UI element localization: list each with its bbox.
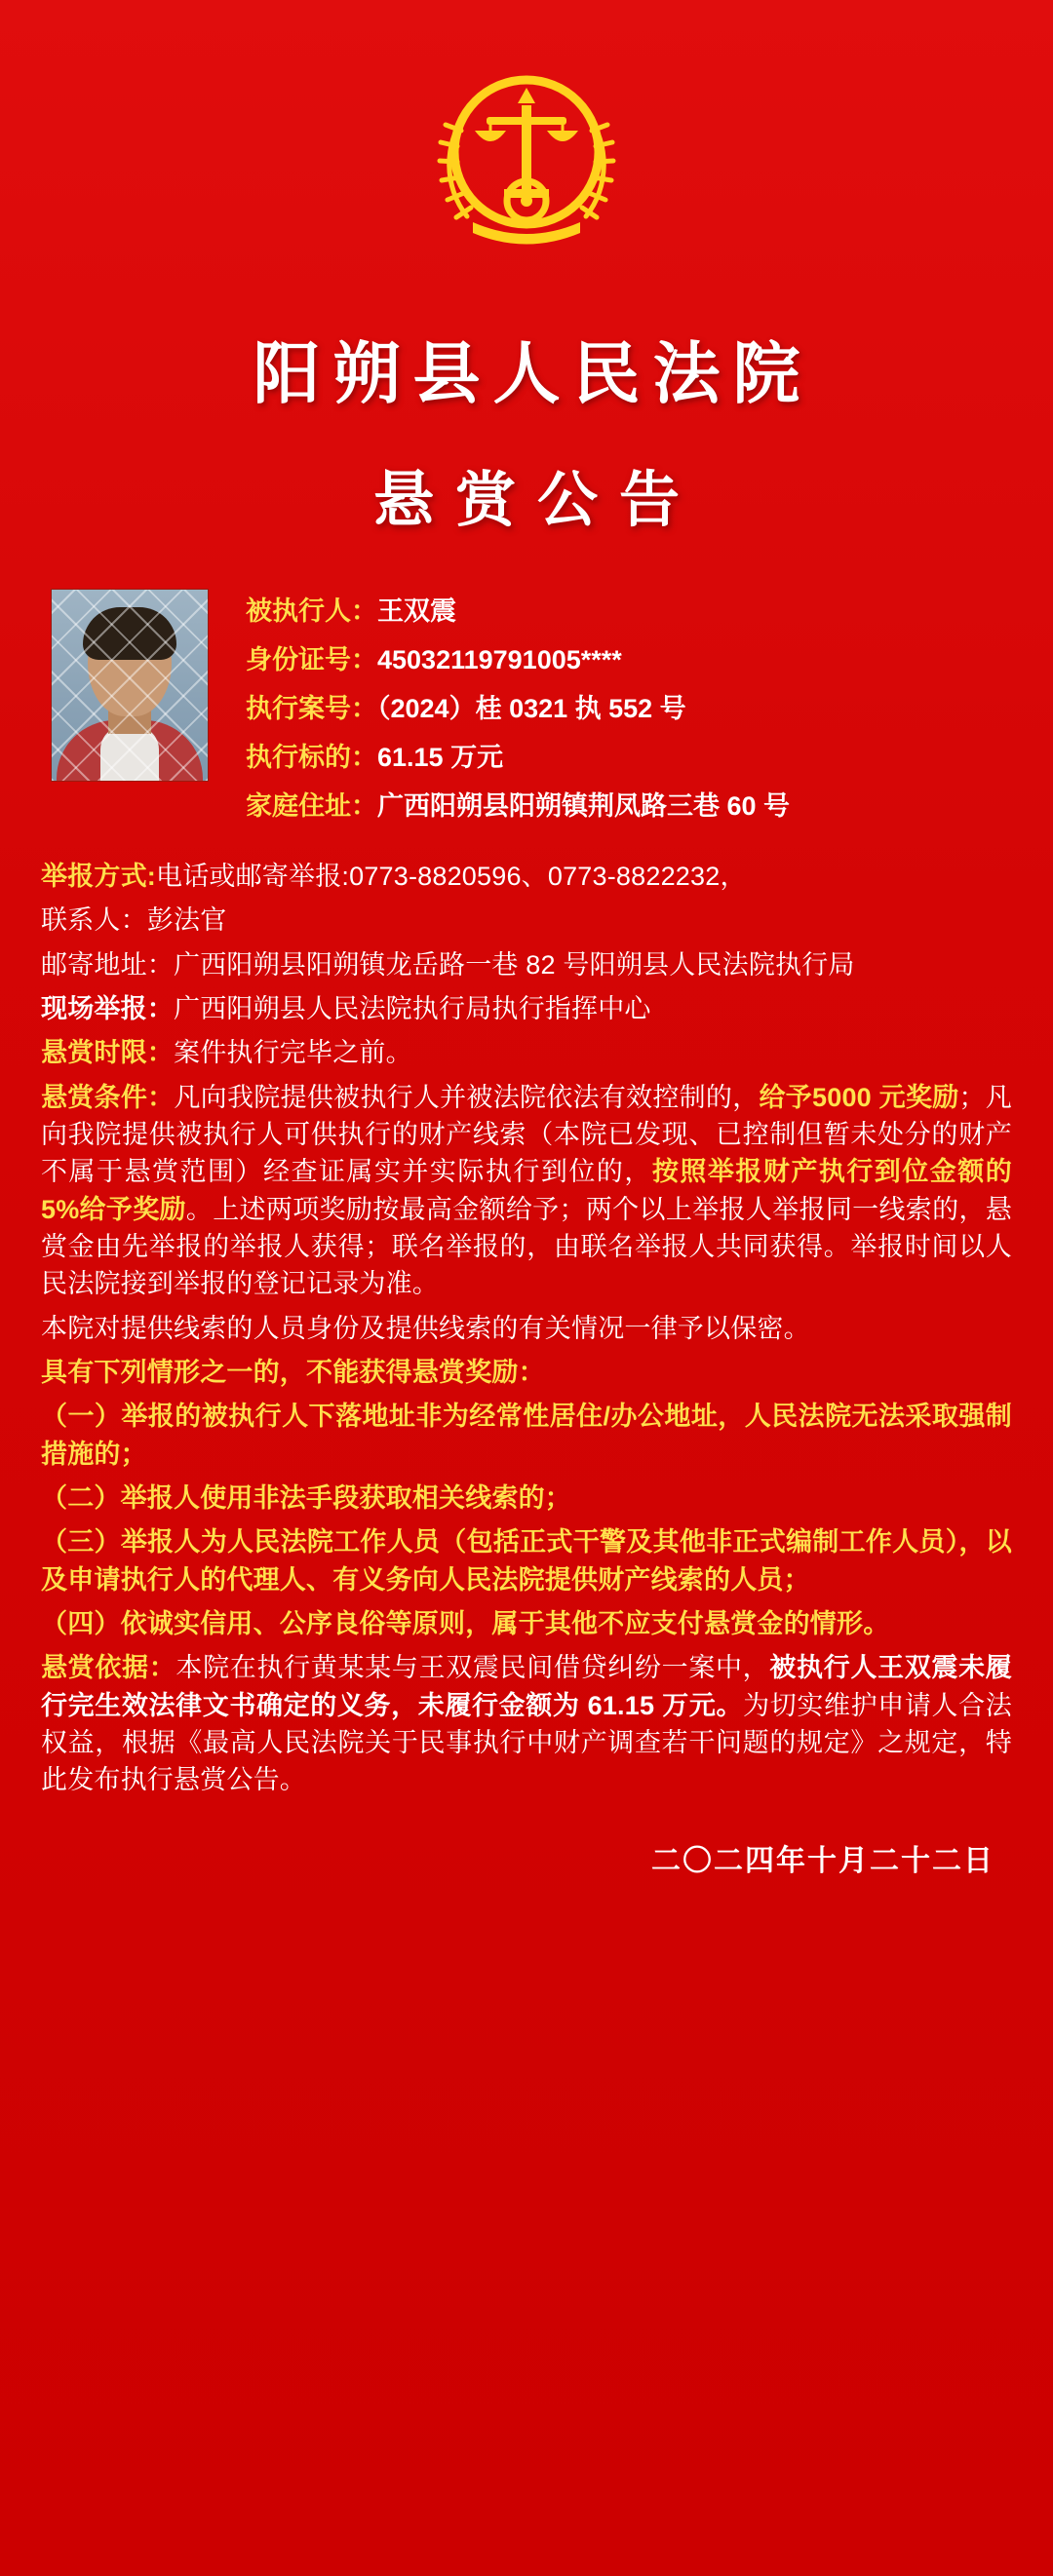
basis-paragraph	[41, 1649, 1012, 1798]
field-row	[246, 598, 790, 625]
basis-text-c: 为切实维护申请人合法权益，根据《最高人民法院关于民事执行中财产调查若干问题的规定》之规定，特此发布执行悬赏公告。	[41, 1690, 1012, 1795]
field-value: 61.15 万元	[377, 743, 504, 772]
conditions-paragraph	[41, 1079, 1012, 1303]
deadline-line	[41, 1034, 1012, 1071]
exclusion-title-a: 具有下列情形之一的，	[41, 1357, 306, 1387]
deadline-label: 悬赏时限：	[41, 1038, 174, 1068]
report-method-line	[41, 858, 1012, 895]
exclusion-title-line	[41, 1354, 1012, 1391]
onsite-report-line	[41, 990, 1012, 1027]
person-block	[41, 589, 1012, 842]
exclusion-item-text: （四）依诚实信用、公序良俗等原则，属于其他不应支付悬赏金的情形。	[41, 1608, 890, 1638]
notice-title: 悬赏公告	[372, 467, 701, 534]
field-value: （2024）桂 0321 执 552 号	[377, 694, 686, 723]
contact-person-line	[41, 902, 1012, 939]
basis-text-b: 被执行人王双震未履行完生效法律文书确定的义务，未履行金额为 61.15 万元。	[41, 1653, 1012, 1720]
mail-address-value: 广西阳朔县阳朔镇龙岳路一巷 82 号阳朔县人民法院执行局	[174, 949, 855, 980]
report-method-label: 举报方式:	[41, 862, 156, 891]
exclusion-item-text: （一）举报的被执行人下落地址非为经常性居住/办公地址，人民法院无法采取强制措施的；	[41, 1402, 1012, 1469]
exclusion-item	[41, 1523, 1012, 1598]
contact-person-text: 联系人：彭法官	[41, 905, 227, 936]
field-row	[246, 793, 790, 820]
exclusion-title-b: 不能获得悬赏奖励：	[306, 1357, 545, 1387]
field-row	[246, 696, 790, 722]
conditions-text-a: 凡向我院提供被执行人并被法院依法有效控制的，	[174, 1082, 760, 1112]
exclusion-item-text: （二）举报人使用非法手段获取相关线索的；	[41, 1482, 571, 1513]
mail-address-label: 邮寄地址：	[41, 949, 174, 980]
onsite-report-value: 广西阳朔县人民法院执行局执行指挥中心	[174, 993, 651, 1023]
basis-text-a: 本院在执行黄某某与王双震民间借贷纠纷一案中，	[176, 1653, 770, 1683]
deadline-value: 案件执行完毕之前。	[174, 1038, 412, 1068]
conditions-title: 悬赏条件：	[41, 1082, 175, 1112]
field-label: 执行案号：	[246, 694, 377, 723]
exclusion-item	[41, 1480, 1012, 1517]
conditions-text-e: 。上述两项奖励按最高金额给予；两个以上举报人举报同一线索的，悬赏金由先举报的举报人获得；联名举报的，由联名举报人共同获得。举报时间以人民法院接到举报的登记记录为准。	[41, 1194, 1012, 1299]
field-row	[246, 647, 790, 673]
field-label: 执行标的：	[246, 743, 377, 772]
exclusion-item	[41, 1605, 1012, 1642]
emblem-container	[41, 55, 1012, 279]
field-value: 广西阳朔县阳朔镇荆凤路三巷 60 号	[377, 791, 791, 821]
conditions-reward-percent: 按照举报财产执行到位金额的 5%给予奖励	[41, 1157, 1012, 1224]
field-label: 家庭住址：	[246, 791, 377, 821]
onsite-report-label: 现场举报：	[41, 993, 174, 1023]
photo-mosaic-overlay	[52, 590, 208, 781]
conditions-text-c: ；凡向我院提供被执行人可供执行的财产线索（本院已发现、已控制但暂未处分的财产不属于悬赏范围）经查证属实并实际执行到位的，	[41, 1082, 1012, 1187]
field-value: 王双震	[377, 596, 456, 626]
conditions-reward-fixed: 给予5000 元奖励	[759, 1082, 959, 1112]
subject-photo	[51, 589, 209, 782]
exclusion-item	[41, 1398, 1012, 1473]
confidentiality-paragraph	[41, 1310, 1012, 1347]
confidentiality-text: 本院对提供线索的人员身份及提供线索的有关情况一律予以保密。	[41, 1313, 810, 1343]
mail-address-line	[41, 946, 1012, 983]
basis-title: 悬赏依据：	[41, 1653, 176, 1683]
exclusion-item-text: （三）举报人为人民法院工作人员（包括正式干警及其他非正式编制工作人员），以及申请执行人的代理人、有义务向人民法院提供财产线索的人员；	[41, 1527, 1012, 1595]
china-court-emblem	[414, 55, 639, 279]
field-value: 45032119791005****	[377, 645, 622, 674]
person-fields	[246, 589, 790, 842]
court-title: 阳朔县人民法院	[253, 336, 813, 411]
notice-body	[41, 858, 1012, 1799]
field-label: 身份证号：	[246, 645, 377, 674]
report-method-value: 电话或邮寄举报:0773-8820596、0773-8822232，	[156, 862, 747, 891]
field-label: 被执行人：	[246, 596, 377, 626]
field-row	[246, 745, 790, 771]
issue-date: 二〇二四年十月二十二日	[651, 1844, 994, 1877]
